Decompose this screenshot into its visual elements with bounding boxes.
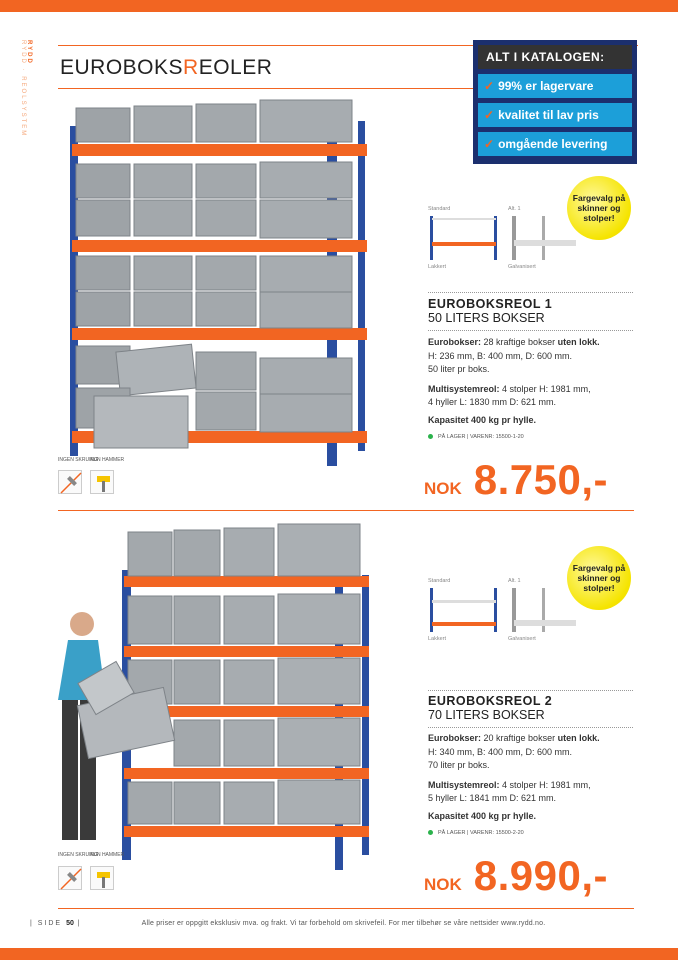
swatch-lacquered	[428, 214, 500, 262]
product-2-shelf-image	[40, 520, 375, 870]
catalog-item: ✓ 99% er lagervare	[478, 74, 632, 98]
product-1-title: EUROBOKSREOL 1 50 LITERS BOKSER	[428, 297, 553, 325]
section-divider	[58, 510, 634, 511]
swatch-label-alt: Alt. 1	[508, 578, 521, 584]
product-2-price: NOK 8.990,-	[424, 852, 609, 899]
swatch-label-alt: Alt. 1	[508, 206, 521, 212]
catalog-promo-box	[473, 40, 637, 164]
divider	[428, 690, 633, 691]
hammer-icon	[90, 866, 114, 890]
divider	[428, 330, 633, 331]
swatch-lacquered	[428, 586, 500, 634]
swatch-galvanized	[508, 214, 580, 262]
footer-rule	[58, 908, 634, 909]
side-tab-brand: RYDD	[26, 40, 32, 65]
no-screws-label: INGEN SKRUING	[58, 852, 99, 858]
color-choice-badge: Fargevalg på skinner og stolper!	[567, 176, 631, 240]
hammer-only-label: KUN HAMMER	[90, 457, 125, 463]
swatch-label-standard: Standard	[428, 206, 451, 212]
swatch-label-galvanisert: Galvanisert	[508, 264, 536, 270]
product-1-stock: PÅ LAGER | VARENR: 15500-1-20	[428, 434, 524, 440]
in-stock-icon	[428, 434, 433, 439]
swatch-label-lakkert: Lakkert	[428, 264, 447, 270]
divider	[428, 727, 633, 728]
hammer-icon	[90, 470, 114, 494]
page-footer	[30, 920, 545, 927]
title-underline	[58, 88, 473, 89]
footer-note: Alle priser er oppgitt eksklusiv mva. og frakt. Vi tar forbehold om skrivefeil. For mer tilbehør se våre nettsider www.rydd.no.	[141, 920, 546, 927]
in-stock-icon	[428, 830, 433, 835]
no-screws-label: INGEN SKRUING	[58, 457, 99, 463]
swatch-label-galvanisert: Galvanisert	[508, 636, 536, 642]
top-orange-bar	[0, 0, 678, 12]
product-2-title: EUROBOKSREOL 2 70 LITERS BOKSER	[428, 694, 553, 722]
product-1-price: NOK 8.750,-	[424, 456, 609, 503]
swatch-galvanized	[508, 586, 580, 634]
product-2-description: Eurobokser: 20 kraftige bokser uten lokk. H: 340 mm, B: 400 mm, D: 600 mm. 70 liter pr boks. Multisystemreol: 4 stolper H: 1981 mm, 5 hyller L: 1841 mm D: 621 mm. Kapasitet 400 kg pr hylle.	[428, 733, 600, 821]
catalog-item: ✓ omgående levering	[478, 132, 632, 156]
swatch-label-lakkert: Lakkert	[428, 636, 447, 642]
no-screw-icon	[58, 866, 82, 890]
catalog-heading: ALT I KATALOGEN:	[478, 45, 632, 69]
page-number: | SIDE 50 |	[30, 920, 82, 927]
color-choice-badge: Fargevalg på skinner og stolper!	[567, 546, 631, 610]
side-tab	[18, 40, 32, 137]
catalog-item: ✓ kvalitet til lav pris	[478, 103, 632, 127]
page-title: EUROBOKSREOLER	[60, 56, 273, 79]
swatch-label-standard: Standard	[428, 578, 451, 584]
product-1-description: Eurobokser: 28 kraftige bokser uten lokk. H: 236 mm, B: 400 mm, D: 600 mm. 50 liter pr boks. Multisystemreol: 4 stolper H: 1981 mm, 4 hyller L: 1830 mm D: 621 mm. Kapasitet 400 kg pr hylle.	[428, 337, 600, 425]
divider	[428, 292, 633, 293]
product-1-shelf-image	[62, 96, 374, 476]
product-2-stock: PÅ LAGER | VARENR: 15500-2-20	[428, 830, 524, 836]
hammer-only-label: KUN HAMMER	[90, 852, 125, 858]
no-screw-icon	[58, 470, 82, 494]
side-tab-label: RYDD · REOLSYSTEM	[20, 40, 26, 138]
